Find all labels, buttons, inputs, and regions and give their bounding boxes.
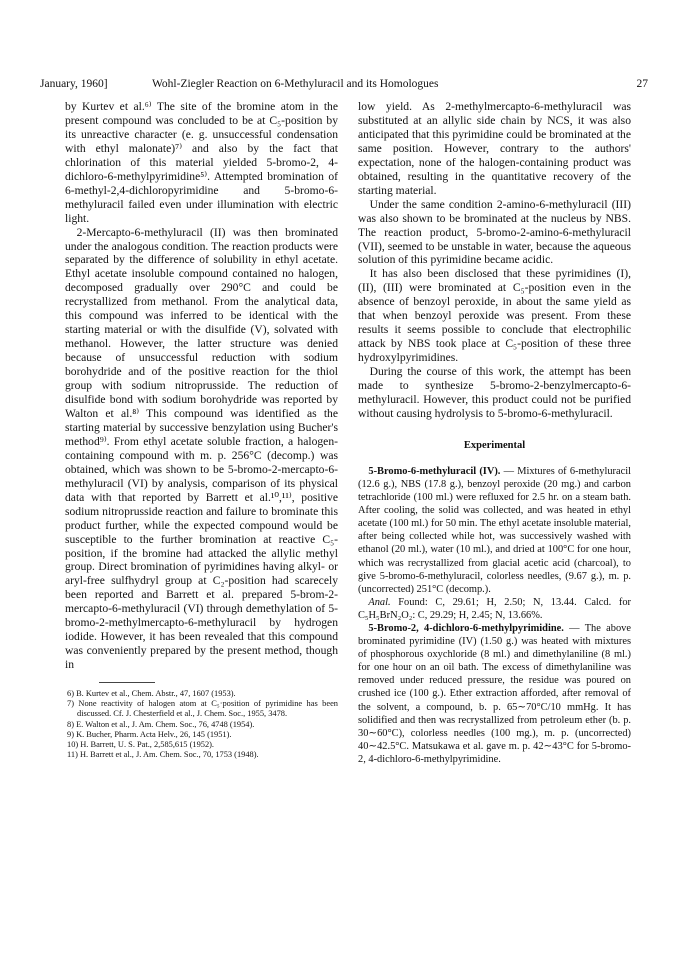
- paragraph: by Kurtev et al.⁶⁾ The site of the bromine atom in the present compound was concluded to be at C₅-position by its unreactive character (e. g. unsuccessful condensation with ethyl malonate)⁷⁾ and also by the fact that chlorination of this material yielded 5-bromo-2, 4-dichloro-6-methylpyrimidine⁵⁾. Attempted bromination of 6-methyl-2,4-dichloropyrimidine and 5-bromo-6-methyluracil failed even under illumination with electric light.: [65, 100, 338, 225]
- paragraph: Under the same condition 2-amino-6-methyluracil (III) was also shown to be brominated at the nucleus by NBS. The reaction product, 5-bromo-2-amino-6-methyluracil (VII), seemed to be unstable in water, because the aqueous solution of this pyrimidine became acidic.: [358, 197, 631, 267]
- analysis-text: Found: C, 29.61; H, 2.50; N, 13.44. Calcd. for C₅H₅BrN₂O₂: C, 29.29; H, 2.45; N, 13.66%.: [358, 596, 631, 621]
- experimental-paragraph: [358, 622, 631, 766]
- left-column: [65, 100, 338, 761]
- footnote: 6) B. Kurtev et al., Chem. Abstr., 47, 1607 (1953).: [67, 689, 236, 699]
- running-title: Wohl-Ziegler Reaction on 6-Methyluracil and its Homologues: [152, 78, 439, 90]
- analysis-paragraph: [358, 596, 631, 622]
- compound-title: 5-Bromo-6-methyluracil (IV).: [368, 465, 501, 477]
- footnote-divider: [99, 682, 155, 683]
- procedure-text: — The above brominated pyrimidine (IV) (1.50 g.) was heated with mixtures of phosphorous oxychloride (8 ml.) and dimethylaniline (8 ml.) for one hour on an oil bath. The excess of dimethylaniline was removed under reduced pressure, the residue was poured on crushed ice (100 g.). Ether extraction afforded, after removal of the solvent, a compound, b. p. 65∼70°C/10 mmHg. It has solidified and then was recrystallized from petroleum ether (b. p. 30∼60°C), colorless needles (100 mg.), m. p. (uncorrected) 40∼42.5°C. Matsukawa et al. gave m. p. 42∼43°C for 5-bromo-2, 4-dichloro-6-methylpyrimidine.: [358, 623, 631, 765]
- issue-date: January, 1960]: [40, 78, 108, 90]
- footnote: 8) E. Walton et al., J. Am. Chem. Soc., 76, 4748 (1954).: [67, 719, 255, 729]
- running-header: [40, 78, 648, 94]
- paragraph: 2-Mercapto-6-methyluracil (II) was then brominated under the analogous condition. The reaction products were separated by the difference of solubility in ethyl acetate. Ethyl acetate insoluble compound contained no halogen, decomposed gradually over 290°C and could be recrystallized from methanol. From the analytical data, this compound was inferred to be identical with the starting material or with the disulfide (V), solvated with methanol. However, the latter structure was denied because of unsuccessful reduction with sodium borohydride and of the positive reaction for the thiol group with sodium nitroprusside. The reduction of disulfide bond with sodium borohydride was reported by Walton et al.⁸⁾ This compound was identified as the starting material by successive benzylation using Bucher's method⁹⁾. From ethyl acetate soluble fraction, a halogen-containing compound with m. p. 256°C (decomp.) was obtained, which was shown to be 5-bromo-2-mercapto-6-methyluracil (VI) by analysis, comparison of its physical data with that reported by Barrett et al.¹⁰,¹¹⁾, positive sodium nitroprusside reaction and failure to brominate this product further, while the expected compound would be susceptible to the further bromination at reactive C₅-position, if the bromine had attacked the allylic methyl group. Direct bromination of pyrimidines having alkyl- or aryl-free sulfhydryl group at C₂-position had scarecely been reported and Barrett et al. prepared 5-brom-2-mercapto-6-methyluracil (VI) through demethylation of 5-bromo-2-methylmercapto-6-methyluracil by hydrogen iodide. However, it has been revealed that this compound was conveniently prepared by the present method, though in: [65, 225, 338, 672]
- procedure-text: — Mixtures of 6-methyluracil (12.6 g.), NBS (17.8 g.), benzoyl peroxide (20 mg.) and carbon tetrachloride (100 ml.) were refluxed for 2.5 hr. on a steam bath. After cooling, the solid was collected, and was heated in ethyl acetate (100 ml.) for 50 min. The ethyl acetate insoluble material, after being collected while hot, was successively washed with ethanol (20 ml.), water (10 ml.), and dried at 100°C for one hour, which was recrystallized from glacial acetic acid (charcoal), to give 5-bromo-6-methyluracil, colorless needles, (9.67 g.), m. p. (uncorrected) 251°C (decomp.).: [358, 465, 631, 595]
- paragraph: It has also been disclosed that these pyrimidines (I), (II), (III) were brominated at C₅-position even in the absence of benzoyl peroxide, in about the same yield as that when benzoyl peroxide was present. From these results it seems possible to conclude that electrophilic attack by NBS took place at C₅-position of these three hydroxylpyrimidines.: [358, 267, 631, 365]
- analysis-label: Anal.: [368, 596, 391, 608]
- footnote: 7) None reactivity of halogen atom at C₅·position of pyrimidine has been discussed. Cf. J. Chesterfield et al., J. Chem. Soc., 1955, 3478.: [67, 699, 338, 719]
- experimental-paragraph: [358, 465, 631, 596]
- footnote: 11) H. Barrett et al., J. Am. Chem. Soc., 70, 1753 (1948).: [67, 750, 259, 760]
- footnote: 9) K. Bucher, Pharm. Acta Helv., 26, 145 (1951).: [67, 729, 232, 739]
- right-column: [358, 100, 631, 766]
- compound-title: 5-Bromo-2, 4-dichloro-6-methylpyrimidine.: [368, 623, 564, 634]
- footnote: 10) H. Barrett, U. S. Pat., 2,585,615 (1952).: [67, 740, 215, 750]
- footnotes: [65, 689, 338, 760]
- page-number: 27: [636, 78, 648, 90]
- paragraph: low yield. As 2-methylmercapto-6-methyluracil was substituted at an allylic side chain by NCS, it was also anticipated that this pyrimidine could be brominated at the same position. However, contrary to the authors' expectation, none of the halogen-containing product was obtained, resulting in the quantitative recovery of the starting material.: [358, 100, 631, 197]
- section-heading: Experimental: [463, 439, 526, 451]
- paragraph: During the course of this work, the attempt has been made to synthesize 5-bromo-2-benzylmercapto-6-methyluracil. However, this product could not be purified without causing hydrolysis to 5-bromo-6-methyluracil.: [358, 365, 631, 420]
